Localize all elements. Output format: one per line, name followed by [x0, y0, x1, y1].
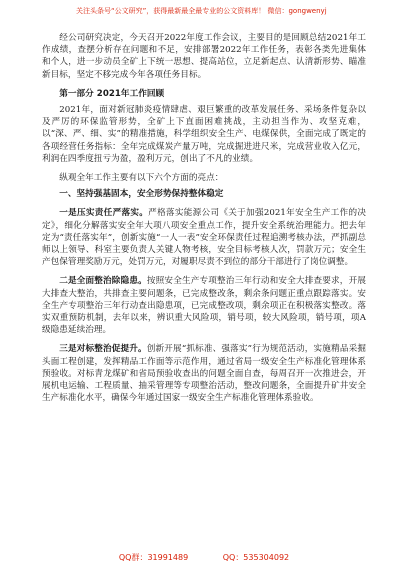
footer-contact: [0, 552, 408, 564]
footer-qq: QQ：535304092: [222, 553, 290, 562]
item1-paragraph: [42, 207, 366, 268]
item2-text: 按照安全生产专项整治三年行动和安全大排查要求，开展大排查大整治，共排查主要问题条，已完成整改条，剩余条问题正重点跟踪落实。安全生产专项整治三年行动查出隐患项，已完成整改项，剩余项正在积极落实整改。落实双重预防机制，去年以来，辨识重大风险项，销号项，较大风险项，销号项，项A级隐患延续治理。: [42, 276, 366, 336]
part1-heading: 第一部分 2021年工作回顾: [59, 88, 165, 99]
section1-heading: 一、坚持强基固本，安全形势保持整体稳定: [59, 189, 224, 200]
item1-text: 严格落实能源公司《关于加强2021年安全生产工作的决定》，细化分解落实安全年大项八项安全重点工作，提升安全系统治理能力。把去年定为“责任落实年”，创新实施“一人一表”安全环保责任过程追溯考核办法，严抓副总师以上领导、科室主要负责人关键人物考核，安全目标考核人次，罚款万元；安全生产包保管理奖励万元，处罚万元，对履职尽责不到位的部分干部进行了岗位调整。: [42, 208, 366, 268]
item3-lead: 三是对标整治促提升。: [59, 344, 147, 355]
item1-lead: 一是压实责任严落实。: [59, 208, 149, 219]
item2-lead: 二是全面整治除隐患。: [59, 276, 147, 287]
footer-qq-group: QQ群：31991489: [118, 553, 189, 562]
top-banner: 关注头条号“公文研究”，获得最新最全最专业的公文资料库！ 微信：gongwenyj: [76, 7, 327, 15]
item3-text: 创新开展“抓标准、强落实”行为规范活动，实施精品采掘头面工程创建，发挥精品工作面等示范作用，通过省局一级安全生产标准化管理体系预验收。对标青龙煤矿和省局预验收查出的问题全面自查，每周召开一次推进会，开展机电运输、工程质量、抽采管理等专项整治活动，整改问题条，全面提升矿井安全生产标准化水平，确保今年通过国家一级安全生产标准化管理体系验收。: [42, 344, 366, 404]
item2-paragraph: [42, 275, 366, 336]
review-paragraph: 2021年，面对新冠肺炎疫情肆虐、艰巨繁重的改革发展任务、采场条件复杂以及严厉的环保监管形势，全矿上下直面困难挑战，主动担当作为、攻坚克难，以“深、严、细、实”的精准措施，科学组织安全生产、电煤保供，全面完成了既定的各项经营任务指标：全年完成煤炭产量万吨，完成掘进进尺米，完成营业收入亿元，利润在四季度扭亏为盈，盈利万元，创出了不凡的业绩。: [42, 105, 366, 164]
highlights-intro: 纵观全年工作主要有以下六个方面的亮点：: [59, 173, 224, 184]
intro-paragraph: 经公司研究决定，今天召开2022年度工作会议，主要目的是回顾总结2021年工作成绩，查摆分析存在问题和不足，安排部署2022年工作任务，表彰各类先进集体和个人，进一步动员全矿上下统一思想、提高站位，立足新起点、认清新形势、瞄准新目标，坚定不移完成今年各项任务目标。: [42, 33, 366, 80]
item3-paragraph: [42, 343, 366, 404]
document-body: [42, 32, 366, 404]
